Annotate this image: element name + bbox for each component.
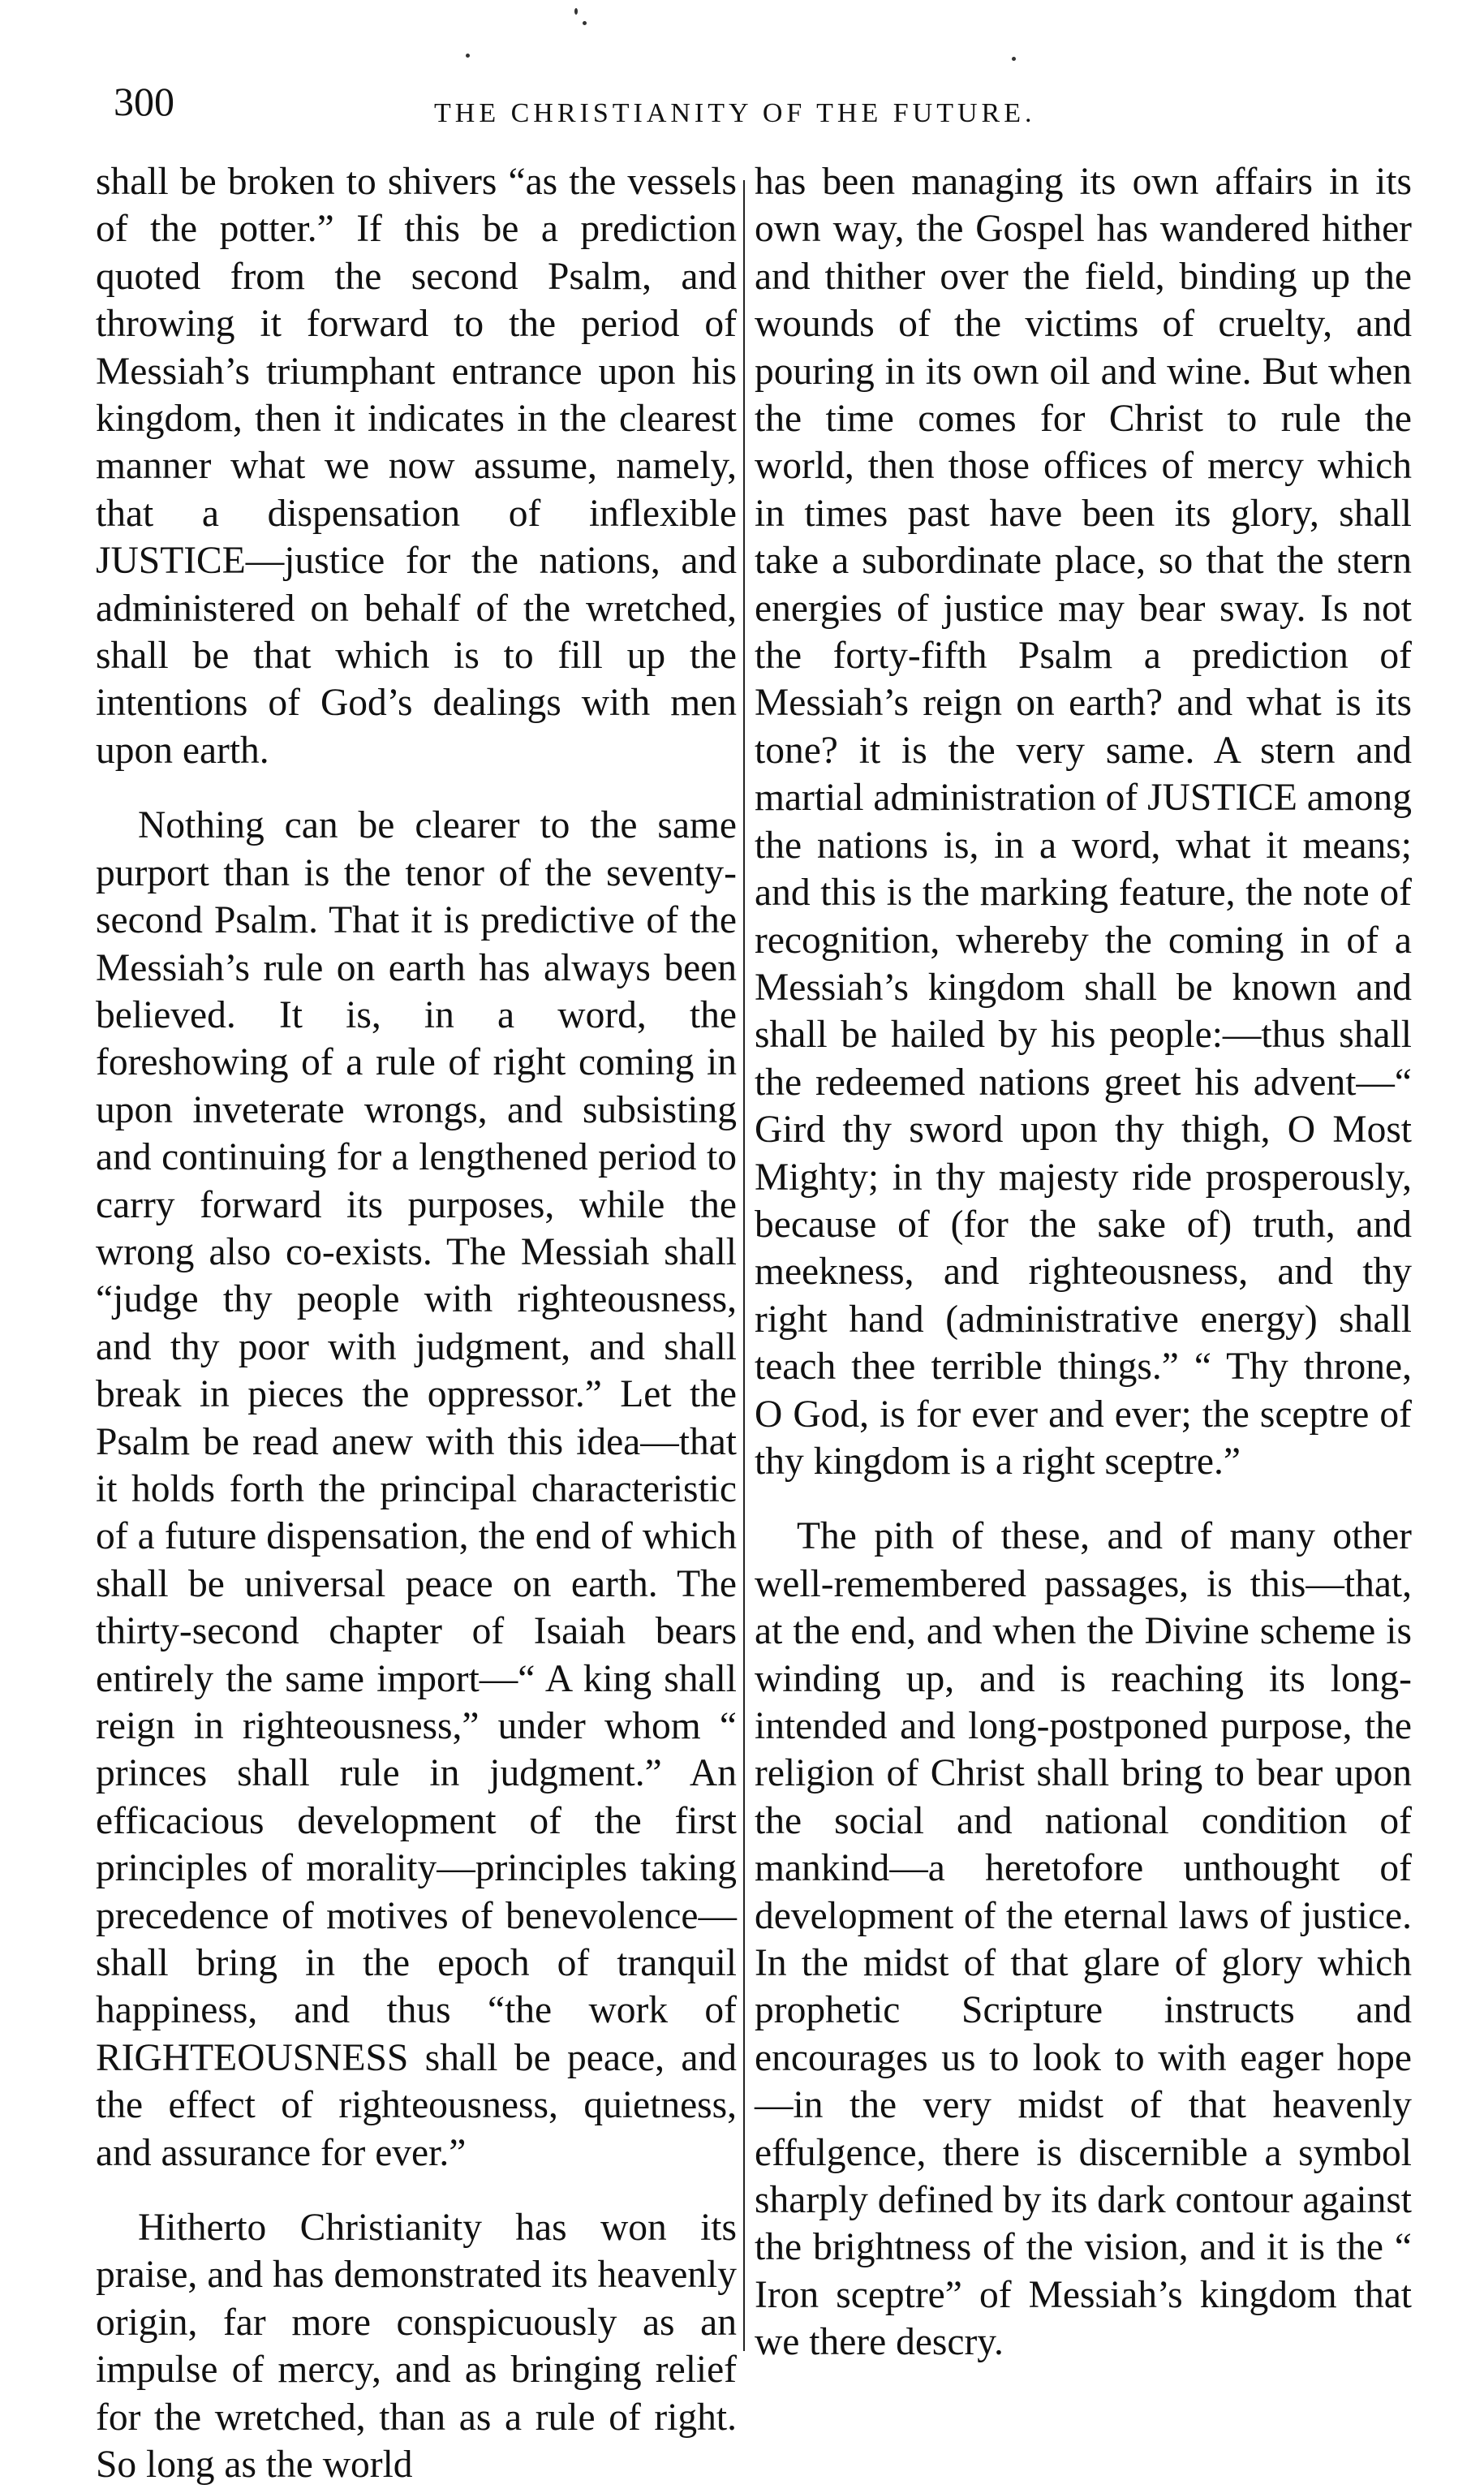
- ink-speck: [574, 8, 578, 15]
- ink-speck: [466, 54, 470, 58]
- running-head: THE CHRISTIANITY OF THE FUTURE.: [434, 98, 1036, 128]
- page-header: [114, 77, 1331, 142]
- right-paragraph-1: has been managing its own affairs in its own way, the Gospel has wandered hither and thither over the field, binding up the wounds of the victims of cruelty, and pouring in its own oil and wine. But when the time comes for Christ to rule the world, then those offices of mercy which in times past have been its glory, shall take a subordinate place, so that the stern energies of justice may bear sway. Is not the forty-fifth Psalm a prediction of Messiah’s reign on earth? and what is its tone? it is the very same. A stern and martial administration of JUSTICE among the nations is, in a word, what it means; and this is the marking feature, the note of recognition, whereby the coming in of a Messiah’s kingdom shall be known and shall be hailed by his people:—thus shall the redeemed nations greet his advent—“ Gird thy sword upon thy thigh, O Most Mighty; in thy majesty ride prosperously, because of (for the sake of) truth, and meekness, and righteousness, and thy right hand (administrative energy) shall teach thee terrible things.” “ Thy throne, O God, is for ever and ever; the sceptre of thy kingdom is a right sceptre.”: [755, 161, 1413, 1483]
- left-paragraph-3: Hitherto Christianity has won its praise, and has demonstrated its heavenly origin, far more conspicuously as an impulse of mercy, and as bringing relief for the wretched, than as a rule of right. So long as the world: [96, 2207, 737, 2487]
- right-column: [755, 158, 1412, 2366]
- left-paragraph-1: shall be broken to shivers “as the vessels of the potter.” If this be a prediction quoted from the second Psalm, and throwing it forward to the period of Messiah’s triumphant entrance upon his kingdom, then it indicates in the clearest manner what we now assume, namely, that a dispensation of inflexible JUSTICE—justice for the nations, and administered on behalf of the wretched, shall be that which is to fill up the intentions of God’s dealings with men upon earth.: [96, 161, 737, 772]
- left-paragraph-2: Nothing can be clearer to the same purport than is the tenor of the seventy-second Psalm. That it is predictive of the Messiah’s rule on earth has always been believed. It is, in a word, the foreshowing of a rule of right coming in upon inveterate wrongs, and subsisting and continuing for a lengthened period to carry forward its purposes, while the wrong also co-exists. The Messiah shall “judge thy people with righteousness, and thy poor with judgment, and shall break in pieces the oppressor.” Let the Psalm be read anew with this idea—that it holds forth the principal characteristic of a future dispensation, the end of which shall be universal peace on earth. The thirty-second chapter of Isaiah bears entirely the same import—“ A king shall reign in righteousness,” under whom “ princes shall rule in judgment.” An efficacious development of the first principles of morality—principles taking precedence of motives of benevolence—shall bring in the epoch of tranquil happiness, and thus “the work of RIGHTEOUSNESS shall be peace, and the effect of righteousness, quietness, and assurance for ever.”: [96, 804, 737, 2174]
- column-divider: [743, 180, 745, 2351]
- page-number: 300: [114, 79, 174, 124]
- right-paragraph-2: The pith of these, and of many other well-remembered passages, is this—that, at the end, and when the Divine scheme is winding up, and is reaching its long-intended and long-postponed purpose, the religion of Christ shall bring to bear upon the social and national condition of mankind—a heretofore unthought of development of the eternal laws of justice. In the midst of that glare of glory which prophetic Scripture instructs and encourages us to look to with eager hope—in the very midst of that heavenly effulgence, there is discernible a symbol sharply defined by its dark contour against the brightness of the vision, and it is the “ Iron sceptre” of Messiah’s kingdom that we there descry.: [755, 1515, 1412, 2364]
- ink-speck: [583, 21, 587, 25]
- left-column: [96, 158, 737, 2489]
- ink-speck: [1012, 57, 1016, 61]
